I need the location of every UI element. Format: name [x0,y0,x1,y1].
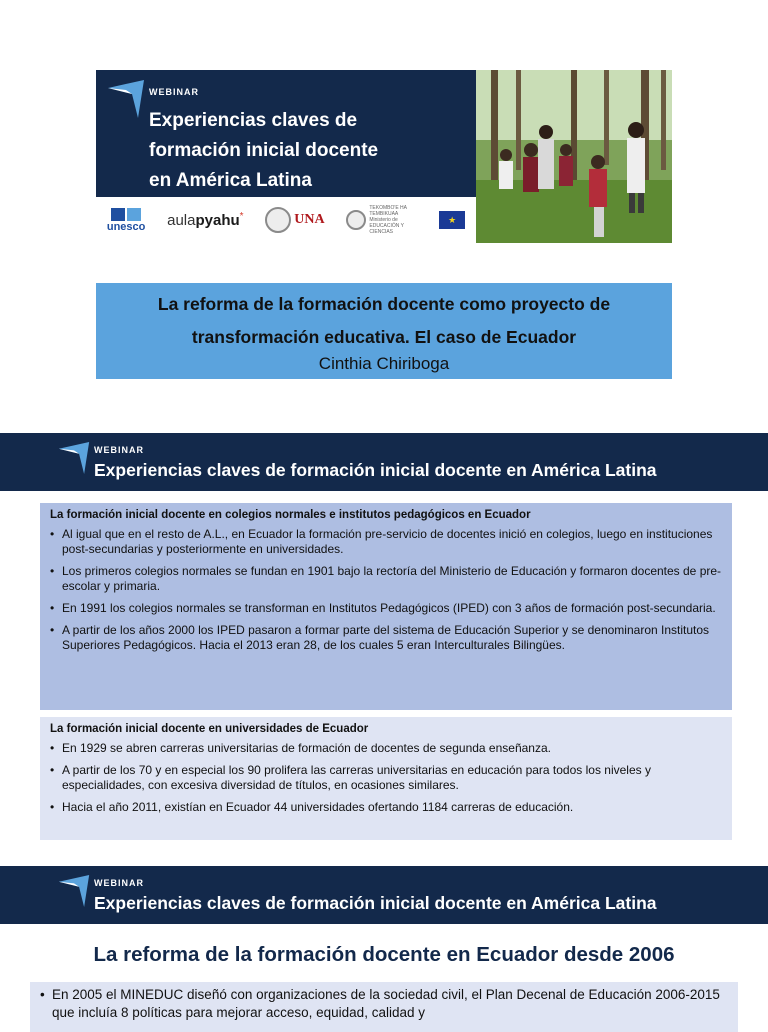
series-title-line-2: formación inicial docente [149,140,379,161]
list-item: • A partir de los 70 y en especial los 90 prolifera las carreras universitarias en educación para todos los niveles y especialidades, con excesiva diversidad de títulos, en ocasiones similares. [50,763,722,793]
una-logo: UNA [265,207,324,233]
list-item: • En 2005 el MINEDUC diseñó con organizaciones de la sociedad civil, el Plan Decenal de Educación 2006-2015 que incluía 8 políticas para mejorar acceso, equidad, calidad y [40,986,728,1022]
universities-panel [40,717,732,840]
webinar-banner [96,70,476,243]
webinar-logo-icon [58,442,90,474]
talk-title-line-2: transformación educativa. El caso de Ecuador [191,327,577,347]
photo-illustration [476,70,672,243]
list-item: • En 1929 se abren carreras universitarias de formación de docentes de segunda enseñanza. [50,741,722,756]
list-item: • Los primeros colegios normales se fundan en 1901 bajo la rectoría del Ministerio de Educación y formaron docentes de pre-escolar y primaria. [50,564,722,594]
bullet-list [50,527,722,653]
slide2-header [0,433,768,491]
banner-title-area [96,70,476,197]
panel-heading: La formación inicial docente en colegios normales e institutos pedagógicos en Ecuador [50,509,531,521]
bullet-list [50,741,722,815]
aula-pyahu-logo: aulapyahu* [167,211,244,229]
eu-flag-icon: ★ [439,211,465,229]
ministry-seal-icon [346,210,366,230]
bullet-list [40,986,728,1022]
students-forest-photo [476,70,672,243]
series-title-line-3: en América Latina [149,170,312,191]
una-seal-icon [265,207,291,233]
ministry-logo: TEKOMBO'E HA TEMBIKUAA Ministerio de EDUCACIÓN Y CIENCIAS [346,205,417,235]
webinar-logo-icon [58,875,90,907]
series-title [149,106,469,196]
list-item: • En 1991 los colegios normales se transforman en Institutos Pedagógicos (IPED) con 3 años de formación post-secundaria. [50,601,722,616]
webinar-label: WEBINAR [94,878,144,888]
talk-title-box [96,283,672,379]
webinar-label: WEBINAR [149,87,199,97]
slide3-header [0,866,768,924]
series-title-line-1: Experiencias claves de [149,110,358,131]
webinar-logo-icon [108,80,144,118]
series-title: Experiencias claves de formación inicial docente en América Latina [94,460,657,480]
panel-heading: La formación inicial docente en universidades de Ecuador [50,723,369,735]
partner-logos [96,197,476,243]
talk-title [96,288,672,354]
list-item: • Hacia el año 2011, existían en Ecuador 44 universidades ofertando 1184 carreras de educación. [50,800,722,815]
series-title: Experiencias claves de formación inicial docente en América Latina [94,893,657,913]
slide3-heading: La reforma de la formación docente en Ecuador desde 2006 [93,943,675,966]
author-name: Cinthia Chiriboga [318,354,450,373]
reform-panel [30,982,738,1032]
talk-title-line-1: La reforma de la formación docente como proyecto de [157,294,611,314]
normal-schools-panel [40,503,732,710]
list-item: • Al igual que en el resto de A.L., en Ecuador la formación pre-servicio de docentes inició en colegios, luego en instituciones post-secundarias y posteriormente en universidades. [50,527,722,557]
unesco-logo: unesco [107,208,146,233]
webinar-label: WEBINAR [94,445,144,455]
list-item: • A partir de los años 2000 los IPED pasaron a formar parte del sistema de Educación Superior y se denominaron Institutos Superiores Pedagógicos. Hacia el 2013 eran 28, de los cuales 5 eran Interculturales Bilingües. [50,623,722,653]
